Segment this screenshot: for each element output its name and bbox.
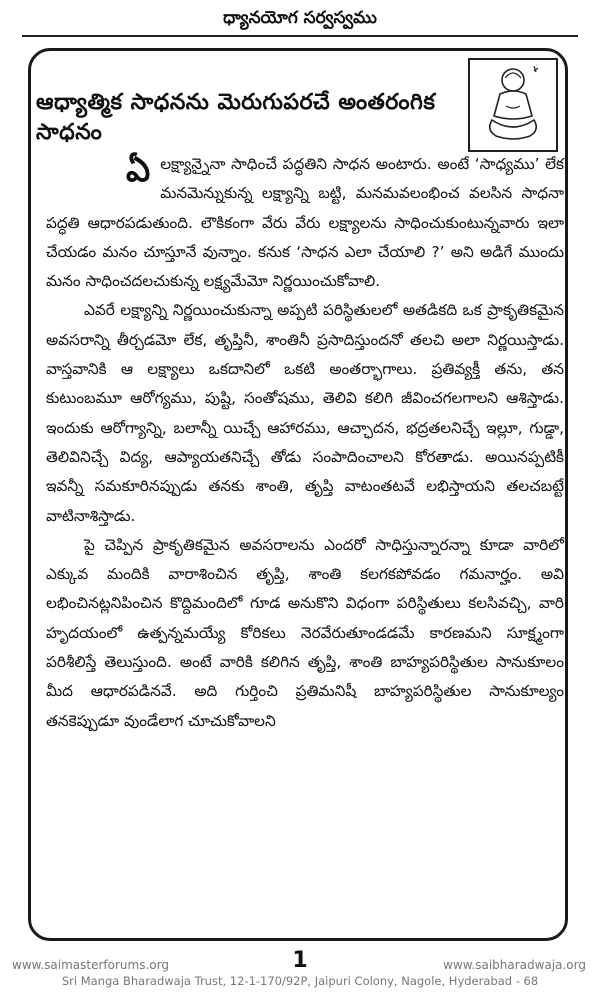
- header-rule: [22, 35, 578, 37]
- footer-right-url: www.saibharadwaja.org: [443, 958, 586, 972]
- page-number: 1: [292, 948, 308, 973]
- footer-left-url: www.saimasterforums.org: [12, 958, 169, 972]
- article-title: ఆధ్యాత్మిక సాధనను మెరుగుపరచే అంతరంగిక సాధనం: [36, 90, 436, 145]
- seated-figure-illustration: [470, 60, 556, 150]
- author-portrait: [468, 58, 558, 152]
- running-title: ధ్యానయోగ సర్వస్వము: [223, 8, 377, 28]
- paragraph-2: ఎవరే లక్ష్యాన్ని నిర్ణయించుకున్నా అప్పటి పరిస్థితులలో అతడికది ఒక ప్రాకృతికమైన అవసరాన్ని తీర్చడమో లేక, తృప్తినీ, శాంతినీ ప్రసాదిస్తుందనో తలచి అలా నిర్ణయిస్తాడు. వాస్తవానికి ఆ లక్ష్యాలు ఒకదానిలో ఒకటి అంతర్భాగాలు. ప్రతివ్యక్తీ తను, తన కుటుంబమూ ఆరోగ్యము, పుష్టి, సంతోషము, తెలివి కలిగి జీవించగలగాలని ఆశిస్తాడు. ఇందుకు ఆరోగ్యాన్ని, బలాన్నీ యిచ్చే ఆహారము, ఆచ్ఛాదన, భద్రతలనిచ్చే ఇల్లూ, గుడ్డా, తెలివినిచ్చే విద్య, ఆప్యాయతనిచ్చే తోడు సంపాదించాలని కోరతాడు. అయినప్పటికీ ఇవన్నీ సమకూరినప్పుడు తనకు శాంతి, తృప్తి వాటంతటవే లభిస్తాయని తలచబట్టే వాటినాశిస్తాడు.: [46, 301, 564, 525]
- paragraph-3: పై చెప్పిన ప్రాకృతికమైన అవసరాలను ఎందరో సాధిస్తున్నారన్నా కూడా వారిలో ఎక్కువ మందికి వారాశించిన తృప్తి, శాంతి కలగకపోవడం గమనార్హం. అవి లభించినట్లనిపించిన కొద్దిమందిలో గూడ అనుకొని విధంగా పరిస్థితులు కలసివచ్చి, వారి హృదయంలో ఉత్పన్నమయ్యే కోరికలు నెరవేరుతూండడమే కారణమని సూక్ష్మంగా పరిశీలిస్తే తెలుస్తుంది. అంటే వారికి కలిగిన తృప్తి, శాంతి బాహ్యపరిస్థితుల సానుకూలం మీద ఆధారపడినవే. అది గుర్తించి ప్రతిమనిషీ బాహ్యపరిస్థితుల సానుకూల్యం తనకెప్పుడూ వుండేలాగ చూచుకోవాలని: [46, 535, 564, 730]
- article-body: [46, 150, 564, 736]
- footer-address: Sri Manga Bharadwaja Trust, 12-1-170/92P, Jaipuri Colony, Nagole, Hyderabad - 68: [61, 974, 539, 988]
- drop-cap: ఏ: [126, 150, 151, 190]
- paragraph-1-text: లక్ష్యాన్నైనా సాధించే పద్ధతిని సాధన అంటారు. అంటే ‘సాధ్యము’ లేక మనమెన్నుకున్న లక్ష్యాన్ని బట్టి, మనమవలంభించ వలసిన సాధనా పద్ధతి ఆధారపడుతుంది. లౌకికంగా వేరు వేరు లక్ష్యాలను సాధించుకుంటున్నవారు ఇలా చేయడం మనం చూస్తూనే వున్నాం. కనుక ‘సాధన ఎలా చేయాలి ?’ అని అడిగే ముందు మనం సాధించదలచుకున్న లక్ష్యమేమో నిర్ణయించుకోవాలి.: [46, 155, 564, 291]
- paragraph-1: [46, 150, 564, 296]
